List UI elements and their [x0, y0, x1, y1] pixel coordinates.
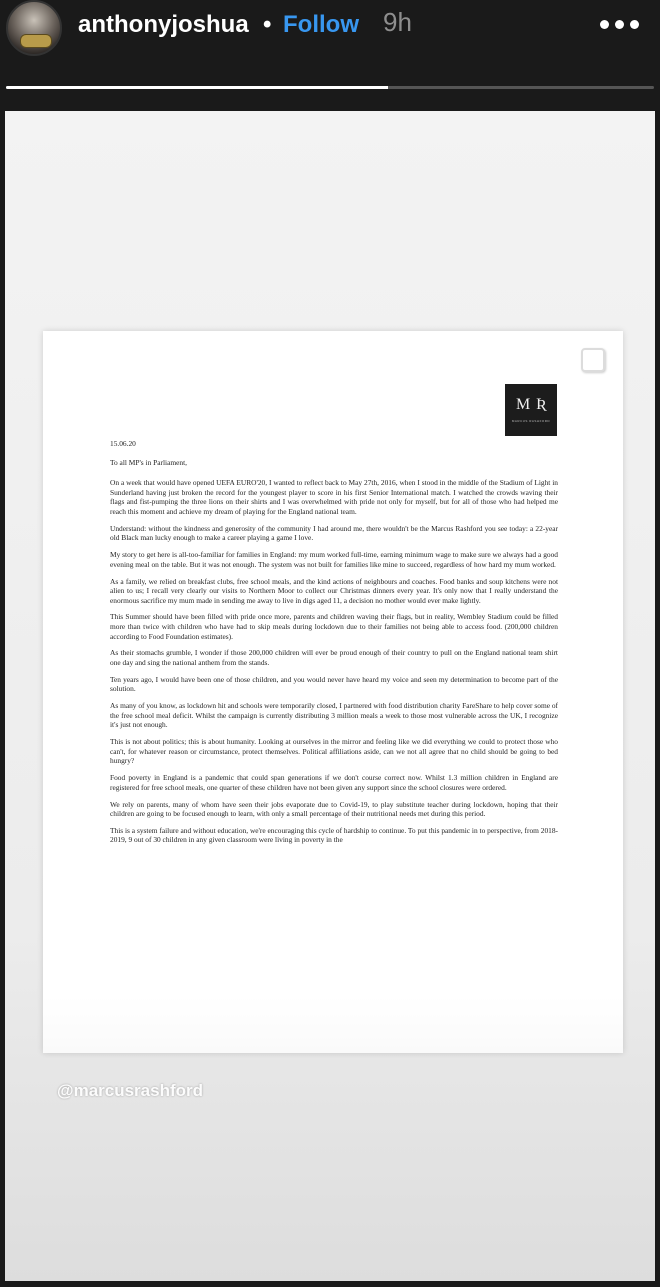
championship-belt-icon — [20, 34, 52, 48]
story-progress-bar — [6, 86, 654, 89]
letter-paragraph: We rely on parents, many of whom have seen their jobs evaporate due to Covid-19, to play substitute teacher during lockdown, hoping that their children are going to be focused enough to learn, with only a small percentage of their nutritional needs met during this period. — [110, 799, 558, 819]
letter-paragraph: My story to get here is all-too-familiar for families in England: my mum worked full-time, earning minimum wage to make sure we always had a good evening meal on the table. But it was not enough. The system was not built for families like mine to succeed, regardless of how hard my mum worked. — [110, 550, 558, 569]
bottom-fade — [43, 995, 623, 1053]
logo-mark: M Ʀ — [515, 396, 547, 413]
follow-button[interactable]: Follow — [283, 11, 359, 38]
more-dot — [600, 20, 609, 29]
separator-dot: • — [263, 11, 272, 38]
profile-avatar[interactable] — [6, 0, 62, 56]
logo-subtitle: MARCUS RASHFORD — [511, 419, 551, 423]
more-dot — [630, 20, 639, 29]
letter-paragraph: As their stomachs grumble, I wonder if those 200,000 children will ever be proud enough of their country to pull on the England national team shirt one day and sing the national anthem from the stands. — [110, 648, 558, 668]
username-link[interactable]: anthonyjoshua — [78, 11, 249, 38]
letter-paragraph: This is a system failure and without education, we're encouraging this cycle of hardship to continue. To put this pandemic in to perspective, from 2018-2019, 9 out of 30 children in any given classroom were living in poverty in the — [110, 825, 558, 845]
letter-paragraph: This is not about politics; this is about humanity. Looking at ourselves in the mirror and feeling like we did everything we could to protect those who can't, for whatever reason or circumstance, protect themselves. Political affiliations aside, can we not all agree that no child should be going to bed hungry? — [110, 737, 558, 766]
mention-sticker[interactable]: @marcusrashford — [57, 1081, 204, 1100]
letter-salutation: To all MP's in Parliament, — [110, 457, 187, 467]
letter-paragraph: This Summer should have been filled with pride once more, parents and children waving their flags, but in reality, Wembley Stadium could be filled more than twice with children who have had to skip meals during lockdown due to their families not being able to access food. (200,000 children according to Food Foundation estimates). — [110, 612, 558, 641]
more-options-icon[interactable] — [600, 12, 644, 36]
letter-paragraph: Ten years ago, I would have been one of those children, and you would never have heard my voice and seen my determination to become part of the solution. — [110, 674, 558, 694]
select-checkbox — [581, 348, 605, 372]
letter-date: 15.06.20 — [110, 439, 136, 448]
story-progress-fill — [6, 86, 388, 89]
more-dot — [615, 20, 624, 29]
story-header — [0, 0, 660, 110]
letter-paragraph: As a family, we relied on breakfast clubs, free school meals, and the kind actions of neighbours and coaches. Food banks and soup kitchens were not alien to us; I recall very clearly our visits to Northern Moor to collect our Christmas dinners every year. It's only now that I really understand the enormous sacrifice my mum made in sending me away to live in digs aged 11, a decision no mother would ever make lightly. — [110, 576, 558, 605]
letter-paragraph: Food poverty in England is a pandemic that could span generations if we don't course correct now. Whilst 1.3 million children in England are registered for free school meals, one quarter of these children have not been given any support since the school closures were ordered. — [110, 773, 558, 792]
letter-paragraph: Understand: without the kindness and generosity of the community I had around me, there wouldn't be the Marcus Rashford you see today: a 22-year old Black man lucky enough to make a career playing a game I love. — [110, 523, 558, 543]
post-age: 9h — [383, 7, 412, 37]
letter-paragraph: On a week that would have opened UEFA EURO'20, I wanted to reflect back to May 27th, 2016, when I stood in the middle of the Stadium of Light in Sunderland having just broken the record for the youngest player to score in his first Senior International match. I watched the crowds waving their flags and fist-pumping the three lions on their shirts and I was overwhelmed with pride not only for myself, but for all of those who had helped me reach this moment and achieve my dream of playing for the England national team. — [110, 478, 558, 516]
mr-logo — [505, 384, 557, 436]
letter-paragraph: As many of you know, as lockdown hit and schools were temporarily closed, I partnered with food distribution charity FareShare to help cover some of the free school meal deficit. Whilst the campaign is currently distributing 3 million meals a week to those most vulnerable across the UK, I recognize it's just not enough. — [110, 701, 558, 730]
story-content[interactable] — [5, 111, 655, 1281]
letter-body — [110, 439, 558, 852]
letter-screenshot — [43, 331, 623, 1053]
